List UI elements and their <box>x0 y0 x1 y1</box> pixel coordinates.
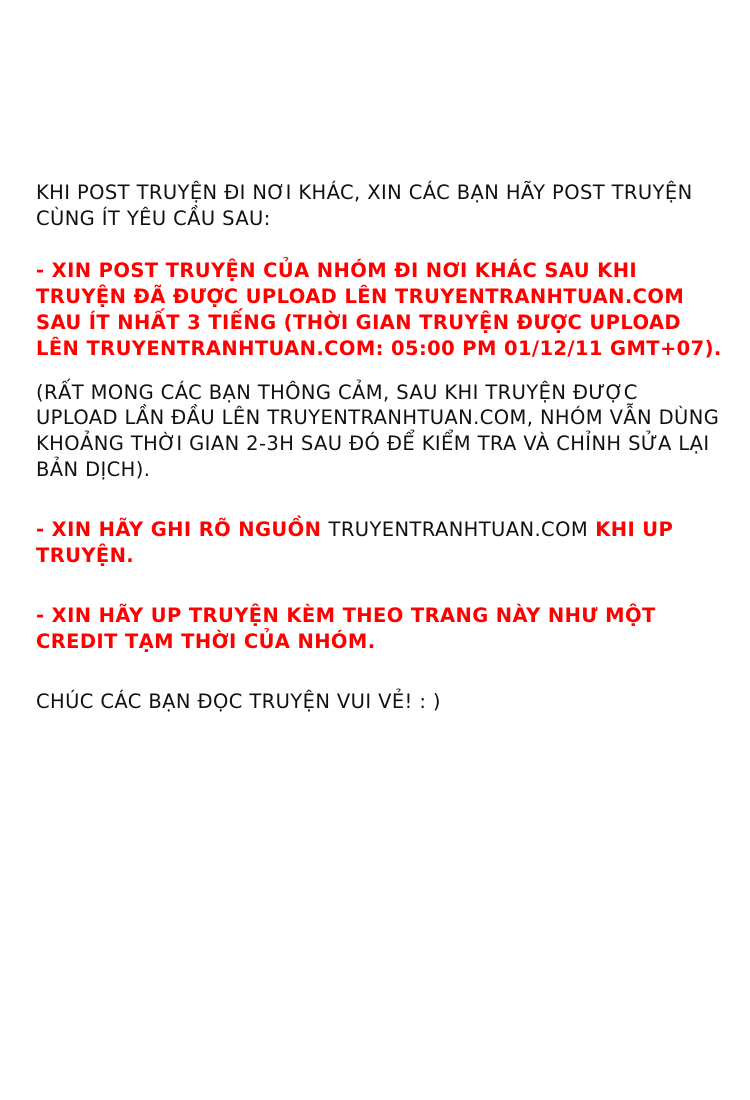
rule-include-page: - XIN HÃY UP TRUYỆN KÈM THEO TRANG NÀY NHƯ MỘT CREDIT TẠM THỜI CỦA NHÓM. <box>36 604 663 653</box>
credit-text-block <box>36 180 726 737</box>
site-url: TRUYENTRANHTUAN.COM <box>328 518 589 542</box>
rule-credit-source-prefix: - XIN HÃY GHI RÕ NGUỒN <box>36 518 329 542</box>
rule-upload-delay-note: (RẤT MONG CÁC BẠN THÔNG CẢM, SAU KHI TRUYỆN ĐƯỢC UPLOAD LẦN ĐẦU LÊN TRUYENTRANHTUAN.COM, NHÓM VẪN DÙNG KHOẢNG THỜI GIAN 2-3H SAU ĐÓ ĐỂ KIỂM TRA VÀ CHỈNH SỬA LẠI BẢN DỊCH). <box>36 380 726 482</box>
rule-upload-delay: - XIN POST TRUYỆN CỦA NHÓM ĐI NƠI KHÁC SAU KHI TRUYỆN ĐÃ ĐƯỢC UPLOAD LÊN TRUYENTRANHTUAN.COM SAU ÍT NHẤT 3 TIẾNG (THỜI GIAN TRUYỆN ĐƯỢC UPLOAD LÊN TRUYENTRANHTUAN.COM: 05:00 PM 01/12/11 GMT+07). <box>36 258 722 360</box>
intro-paragraph: KHI POST TRUYỆN ĐI NƠI KHÁC, XIN CÁC BẠN HÃY POST TRUYỆN CÙNG ÍT YÊU CẦU SAU: <box>36 181 700 230</box>
closing-paragraph: CHÚC CÁC BẠN ĐỌC TRUYỆN VUI VẺ! : ) <box>36 689 441 713</box>
rule-credit-source <box>36 517 726 569</box>
rule-credit-source-suffix: KHI UP TRUYỆN. <box>36 518 681 568</box>
